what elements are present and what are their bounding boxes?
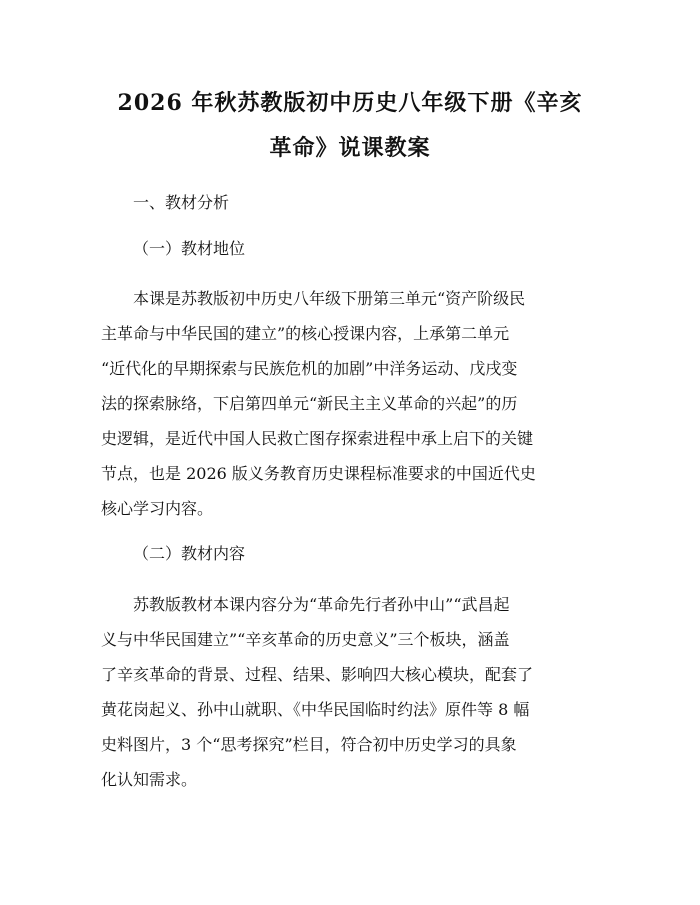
paragraph-line: “近代化的早期探索与民族危机的加剧”中洋务运动、戊戌变 (101, 359, 518, 378)
section-heading-textbook-analysis: 一、教材分析 (133, 193, 230, 212)
paragraph-line: 义与中华民国建立”“辛亥革命的历史意义”三个板块，涵盖 (101, 630, 510, 649)
subsection-heading-textbook-content: （二）教材内容 (133, 544, 246, 563)
paragraph-line: 化认知需求。 (101, 770, 198, 789)
paragraph-line: 史料图片，3 个“思考探究”栏目，符合初中历史学习的具象 (101, 735, 517, 754)
paragraph-line: 史逻辑，是近代中国人民救亡图存探索进程中承上启下的关键 (101, 429, 534, 448)
paragraph-line: 了辛亥革命的背景、过程、结果、影响四大核心模块，配套了 (101, 665, 534, 684)
paragraph-line: 法的探索脉络，下启第四单元“新民主主义革命的兴起”的历 (101, 394, 518, 413)
document-title-line-2: 革命》说课教案 (269, 135, 431, 161)
paragraph-line: 黄花岗起义、孙中山就职、《中华民国临时约法》原件等 8 幅 (101, 700, 530, 719)
paragraph-line: 本课是苏教版初中历史八年级下册第三单元“资产阶级民 (133, 289, 526, 308)
paragraph-line: 节点，也是 2026 版义务教育历史课程标准要求的中国近代史 (101, 464, 536, 483)
paragraph-line: 核心学习内容。 (101, 499, 214, 518)
subsection-heading-textbook-position: （一）教材地位 (133, 239, 246, 258)
paragraph-line: 主革命与中华民国的建立”的核心授课内容，上承第二单元 (101, 324, 510, 343)
document-title-line-1: 2026 年秋苏教版初中历史八年级下册《辛亥 (117, 90, 583, 116)
paragraph-line: 苏教版教材本课内容分为“革命先行者孙中山”“武昌起 (133, 595, 510, 614)
